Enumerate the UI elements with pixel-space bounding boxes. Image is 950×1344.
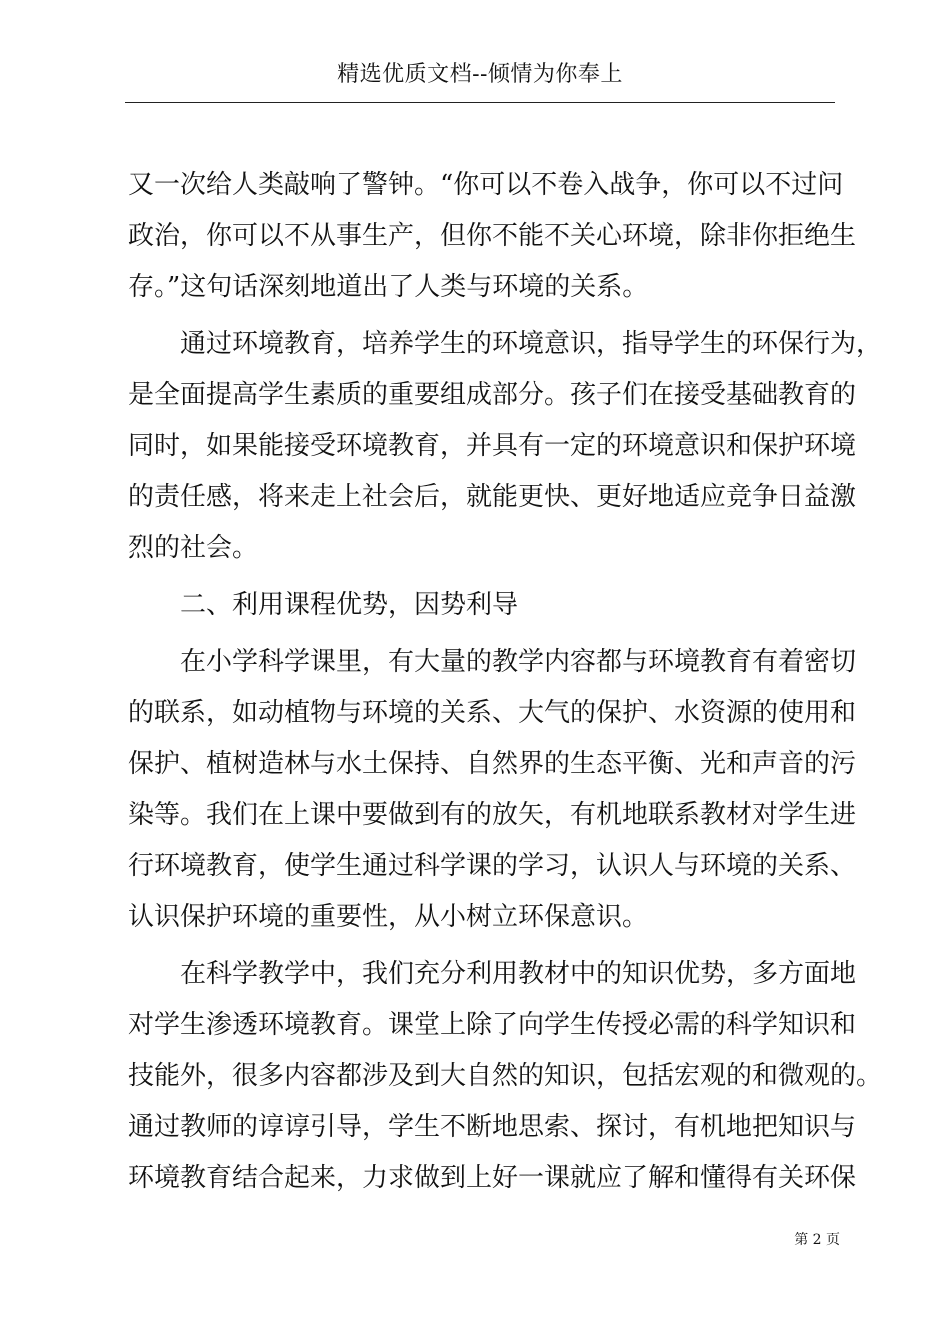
body-line: 技能外，很多内容都涉及到大自然的知识，包括宏观的和微观的。 [128,1061,883,1091]
page-header [125,60,835,103]
body-line: 烈的社会。 [128,533,259,563]
body-line: 在科学教学中，我们充分利用教材中的知识优势，多方面地 [128,959,857,989]
body-line: 行环境教育，使学生通过科学课的学习，认识人与环境的关系、 [128,851,857,881]
body-line: 通过环境教育，培养学生的环境意识，指导学生的环保行为， [128,329,883,359]
body-line: 通过教师的谆谆引导，学生不断地思索、探讨，有机地把知识与 [128,1112,857,1142]
body-line: 的责任感，将来走上社会后，就能更快、更好地适应竞争日益激 [128,482,857,512]
body-line: 同时，如果能接受环境教育，并具有一定的环境意识和保护环境 [128,431,857,461]
document-body [128,160,883,1204]
header-title: 精选优质文档--倾情为你奉上 [337,62,623,87]
body-line: 的联系，如动植物与环境的关系、大气的保护、水资源的使用和 [128,698,857,728]
body-line: 认识保护环境的重要性，从小树立环保意识。 [128,902,649,932]
body-line: 染等。我们在上课中要做到有的放矢，有机地联系教材对学生进 [128,800,857,830]
body-line: 环境教育结合起来，力求做到上好一课就应了解和懂得有关环保 [128,1163,857,1193]
body-line: 存。”这句话深刻地道出了人类与环境的关系。 [128,272,649,302]
section-heading: 二、利用课程优势，因势利导 [128,590,519,620]
body-line: 又一次给人类敲响了警钟。“你可以不卷入战争，你可以不过问 [128,170,844,200]
body-line: 保护、植树造林与水土保持、自然界的生态平衡、光和声音的污 [128,749,857,779]
body-line: 在小学科学课里，有大量的教学内容都与环境教育有着密切 [128,647,857,677]
body-line: 政治，你可以不从事生产，但你不能不关心环境，除非你拒绝生 [128,221,857,251]
body-line: 对学生渗透环境教育。课堂上除了向学生传授必需的科学知识和 [128,1010,857,1040]
body-line: 是全面提高学生素质的重要组成部分。孩子们在接受基础教育的 [128,380,857,410]
page-number: 第 2 页 [794,1232,840,1248]
